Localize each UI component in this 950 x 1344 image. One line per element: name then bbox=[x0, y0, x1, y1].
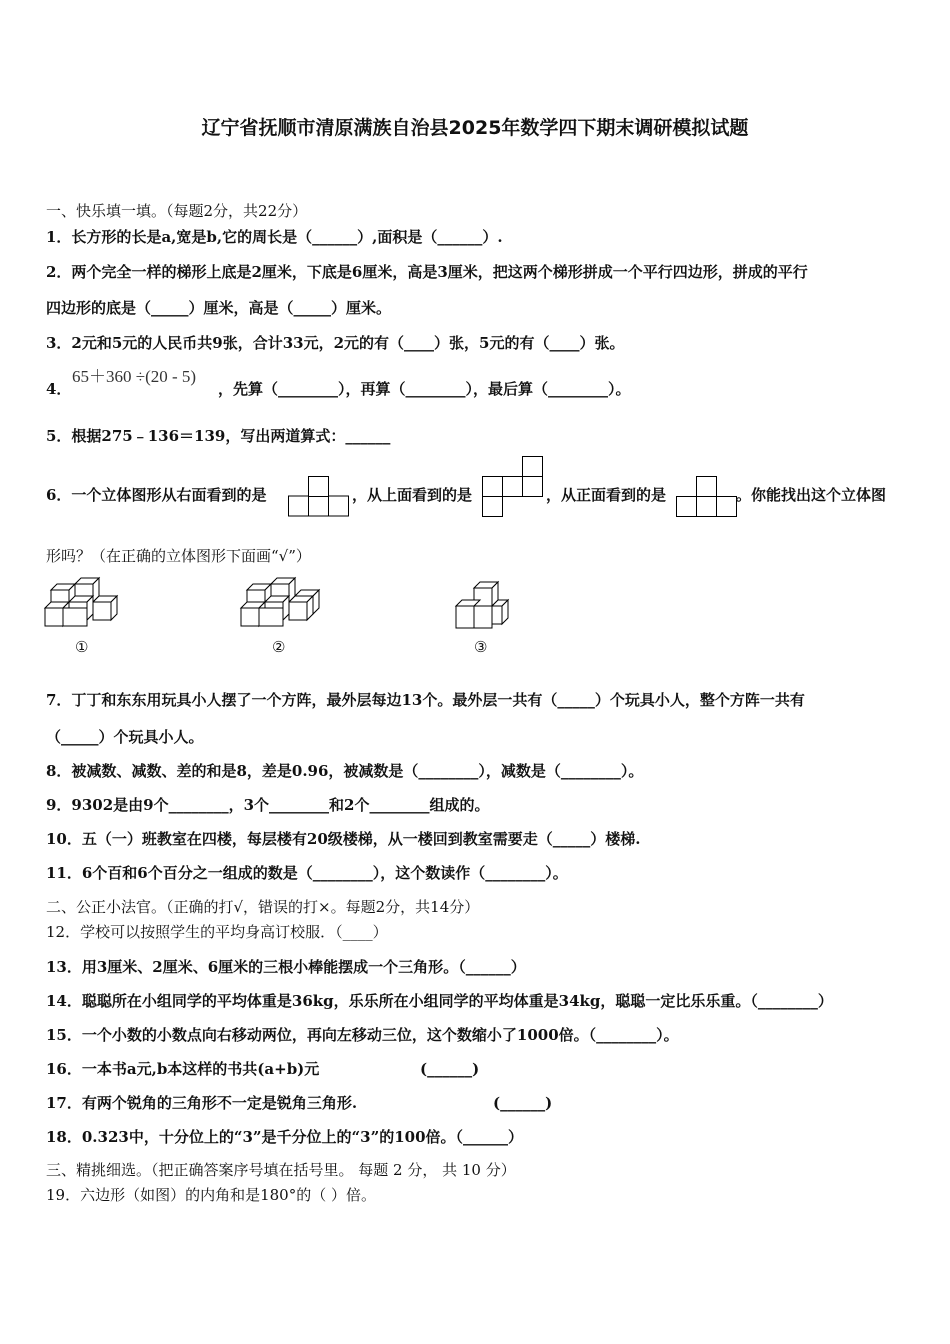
option-3-solid bbox=[452, 578, 514, 634]
question-14: 14．聪聪所在小组同学的平均体重是36kg，乐乐所在小组同学的平均体重是34kg，聪聪一定比乐乐重。（________） bbox=[46, 992, 833, 1010]
front-view-figure bbox=[676, 476, 738, 518]
question-4-expression: 65＋360 ÷(20 - 5) bbox=[72, 367, 197, 386]
question-4-text: ，先算（________），再算（________），最后算（________）。 bbox=[218, 380, 631, 398]
top-view-cell bbox=[523, 477, 543, 497]
question-8: 8．被减数、减数、差的和是8，差是0.96，被减数是（________），减数是（________）。 bbox=[46, 762, 644, 780]
question-16: 16．一本书a元,b本这样的书共(a+b)元 bbox=[46, 1060, 320, 1078]
top-view-cell bbox=[523, 457, 543, 477]
cube bbox=[259, 608, 283, 626]
front-view-cell bbox=[697, 497, 717, 517]
question-7-line-1: 7．丁丁和东东用玩具小人摆了一个方阵，最外层每边13个。最外层一共有（_____）个玩具小人，整个方阵一共有 bbox=[46, 691, 805, 709]
question-6-part-b: ，从上面看到的是 bbox=[352, 486, 473, 504]
option-3-label: ③ bbox=[474, 638, 488, 656]
top-view-figure bbox=[482, 456, 544, 518]
cube bbox=[492, 600, 508, 624]
question-2-line-2: 四边形的底是（_____）厘米，高是（_____）厘米。 bbox=[46, 299, 392, 317]
front-view-cell bbox=[717, 497, 737, 517]
question-9: 9．9302是由9个________，3个________和2个________组成的。 bbox=[46, 796, 490, 814]
question-7-line-2: （_____）个玩具小人。 bbox=[46, 728, 204, 746]
cube bbox=[289, 596, 313, 620]
question-15: 15．一个小数的小数点向右移动两位，再向左移动三位，这个数缩小了1000倍。（________）。 bbox=[46, 1026, 679, 1044]
question-12: 12．学校可以按照学生的平均身高订校服．（____） bbox=[46, 923, 388, 941]
option-1-solid bbox=[44, 576, 124, 634]
top-view-cell bbox=[483, 477, 503, 497]
question-6-part-d: 。你能找出这个立体图 bbox=[736, 486, 887, 504]
right-view-cell bbox=[289, 496, 309, 516]
cube bbox=[63, 608, 87, 626]
cube bbox=[93, 596, 117, 620]
section-1-heading: 一、快乐填一填。（每题2分，共22分） bbox=[46, 202, 308, 220]
front-view-cell bbox=[697, 477, 717, 497]
question-16-blank: (______) bbox=[420, 1060, 480, 1078]
question-6-part-a: 6．一个立体图形从右面看到的是 bbox=[46, 486, 267, 504]
question-10: 10．五（一）班教室在四楼，每层楼有20级楼梯，从一楼回到教室需要走（_____）楼梯. bbox=[46, 830, 641, 848]
cube bbox=[474, 606, 492, 628]
question-18: 18．0.323中，十分位上的“3”是千分位上的“3”的100倍。（______） bbox=[46, 1128, 524, 1146]
option-1-label: ① bbox=[75, 638, 89, 656]
option-2-label: ② bbox=[272, 638, 286, 656]
page-title: 辽宁省抚顺市清原满族自治县2025年数学四下期末调研模拟试题 bbox=[201, 117, 749, 139]
question-17: 17．有两个锐角的三角形不一定是锐角三角形. bbox=[46, 1094, 358, 1112]
question-2-line-1: 2．两个完全一样的梯形上底是2厘米，下底是6厘米，高是3厘米，把这两个梯形拼成一个平行四边形，拼成的平行 bbox=[46, 263, 808, 281]
question-3: 3．2元和5元的人民币共9张，合计33元，2元的有（____）张，5元的有（____）张。 bbox=[46, 334, 625, 352]
question-17-blank: (______) bbox=[493, 1094, 553, 1112]
top-view-cell bbox=[503, 477, 523, 497]
question-13: 13．用3厘米、2厘米、6厘米的三根小棒能摆成一个三角形。（______） bbox=[46, 958, 526, 976]
right-view-cell bbox=[309, 477, 329, 497]
question-19: 19．六边形（如图）的内角和是180°的（ ）倍。 bbox=[46, 1186, 376, 1204]
question-5: 5．根据275﹣136＝139，写出两道算式：______ bbox=[46, 427, 391, 445]
option-2-solid bbox=[240, 576, 330, 634]
right-view-figure bbox=[288, 476, 348, 516]
question-6-part-e: 形吗？（在正确的立体图形下面画“√”） bbox=[46, 547, 311, 565]
right-view-cell bbox=[309, 496, 329, 516]
section-3-heading: 三、精挑细选。（把正确答案序号填在括号里。 每题 2 分， 共 10 分） bbox=[46, 1161, 516, 1179]
question-1: 1．长方形的长是a,宽是b,它的周长是（______）,面积是（______）. bbox=[46, 228, 503, 246]
right-view-cell bbox=[329, 496, 349, 516]
front-view-cell bbox=[677, 497, 697, 517]
section-2-heading: 二、公正小法官。（正确的打√，错误的打×。每题2分，共14分） bbox=[46, 898, 480, 916]
question-4-number: 4． bbox=[46, 380, 72, 398]
question-6-part-c: ，从正面看到的是 bbox=[546, 486, 667, 504]
top-view-cell bbox=[483, 497, 503, 517]
question-11: 11．6个百和6个百分之一组成的数是（________），这个数读作（________）。 bbox=[46, 864, 568, 882]
